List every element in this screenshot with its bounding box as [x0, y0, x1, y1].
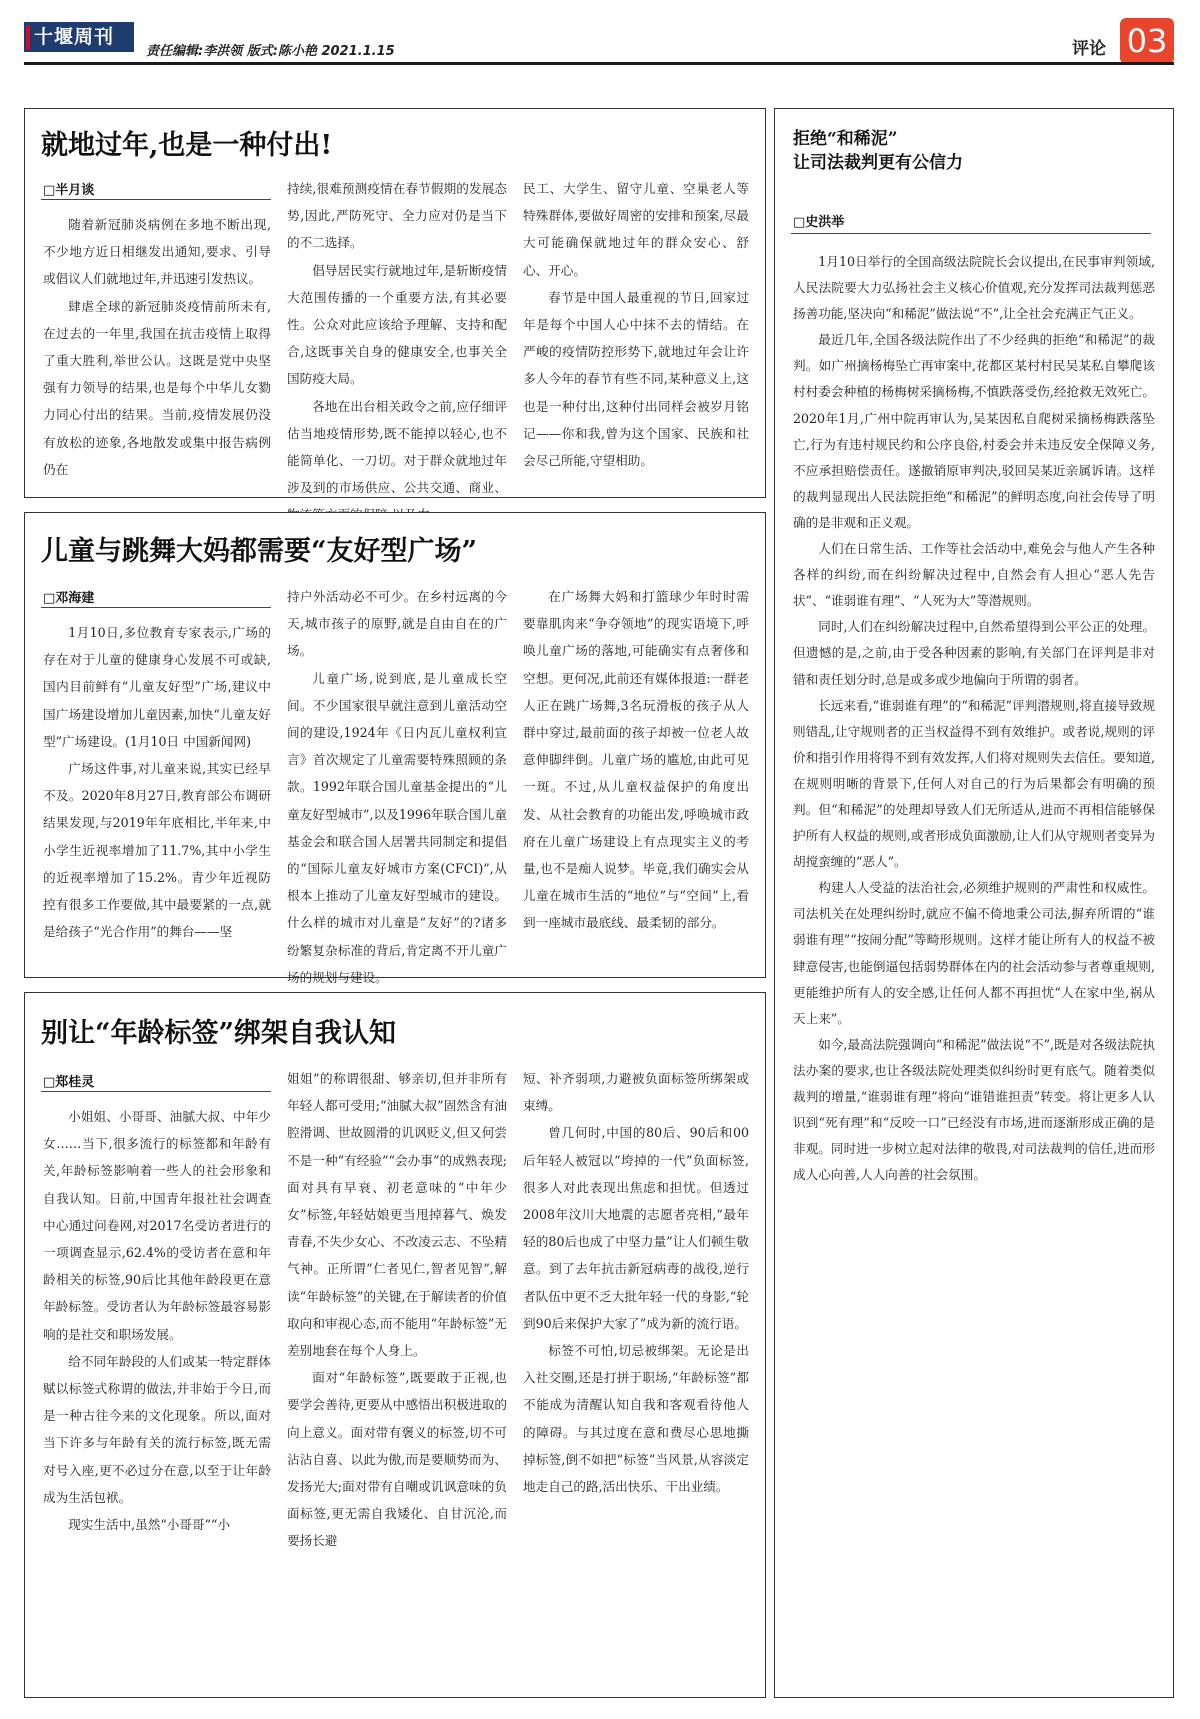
paragraph: 肆虐全球的新冠肺炎疫情前所未有,在过去的一年里,我国在抗击疫情上取得了重大胜利,举世公认。这既是党中央坚强有力领导的结果,也是每个中华儿女勠力同心付出的结果。当前,疫情发展仍没有放松的迹象,各地散发或集中报告病例仍在 — [43, 298, 271, 477]
paragraph: 民工、大学生、留守儿童、空巢老人等特殊群体,要做好周密的安排和预案,尽最大可能确保就地过年的群众安心、舒心、开心。 — [523, 181, 749, 278]
article-1-column-1 — [43, 211, 271, 487]
paragraph: 标签不可怕,切忌被绑架。无论是出入社交圈,还是打拼于职场,“年龄标签”都不能成为清醒认知自我和客观看待他人的障碍。与其过度在意和费尽心思地撕掉标签,倒不如把“标签”当风景,从容淡定地走自己的路,活出快乐、干出业绩。 — [523, 1343, 749, 1495]
masthead-text: 十堰周刊 — [34, 26, 115, 48]
paragraph: 现实生活中,虽然“小哥哥”“小 — [68, 1517, 231, 1533]
paragraph: 持续,很难预测疫情在春节假期的发展态势,因此,严防死守、全力应对仍是当下的不二选择。 — [287, 181, 507, 251]
byline-rule-2 — [41, 607, 271, 608]
article-1-column-3 — [523, 175, 749, 487]
paragraph: 姐姐”的称谓很甜、够亲切,但并非所有年轻人都可受用;“油腻大叔”固然含有油腔滑调、世故圆滑的讥讽贬义,但又何尝不是一种“有经验”“会办事”的成熟表现;面对具有早衰、初老意味的“中年少女”标签,年轻姑娘更当甩掉暮气、焕发青春,不失少女心、不改凌云志、不坠精气神。正所谓“仁者见仁,智者见智”,解读“年龄标签”的关键,在于解读者的价值取向和审视心态,而不能用“年龄标签”无差别地套在每个人身上。 — [287, 1071, 507, 1359]
header-rule — [24, 62, 1174, 65]
paragraph: 在广场舞大妈和打篮球少年时时需要靠肌肉来“争夺领地”的现实语境下,呼唤儿童广场的落地,可能确实有点奢侈和空想。更何况,此前还有媒体报道:一群老人正在跳广场舞,3名玩滑板的孩子从人群中穿过,最前面的孩子却被一位老人故意伸脚绊倒。儿童广场的尴尬,由此可见一斑。不过,从儿童权益保护的角度出发、从社会教育的功能出发,呼唤城市政府在儿童广场建设上有点现实主义的考量,也不是痴人说梦。毕竟,我们确实会从儿童在城市生活的“地位”与“空间”上,看到一座城市最底线、最柔韧的部分。 — [523, 589, 749, 931]
article-2-column-1 — [43, 619, 271, 969]
paragraph: 同时,人们在纠纷解决过程中,自然希望得到公平公正的处理。但遗憾的是,之前,由于受各种因素的影响,有关部门在评判是非对错和责任划分时,总是或多或少地偏向于所谓的弱者。 — [793, 619, 1155, 687]
byline-rule-1 — [41, 199, 271, 200]
paragraph: 持户外活动必不可少。在乡村远离的今天,城市孩子的原野,就是自由自在的广场。 — [287, 589, 507, 659]
article-2-column-3 — [523, 583, 749, 969]
page-number-badge: 03 — [1120, 18, 1174, 64]
paragraph: 面对“年龄标签”,既要敢于正视,也要学会善待,更要从中感悟出积极进取的向上意义。面对带有褒义的标签,切不可沾沾自喜、以此为傲,而是要顺势而为、发扬光大;面对带有自嘲或讥讽意味的负面标签,更无需自我矮化、自甘沉沦,而要扬长避 — [287, 1370, 507, 1549]
article-box-3 — [24, 992, 766, 1698]
paragraph: 倡导居民实行就地过年,是斩断疫情大范围传播的一个重要方法,有其必要性。公众对此应该给予理解、支持和配合,这既事关自身的健康安全,也事关全国防疫大局。 — [287, 262, 507, 387]
article-title-1: 就地过年,也是一种付出! — [41, 130, 333, 161]
paragraph: 小姐姐、小哥哥、油腻大叔、中年少女……当下,很多流行的标签都和年龄有关,年龄标签影响着一些人的社会形象和自我认知。日前,中国青年报社社会调查中心通过问卷网,对2017名受访者进行的一项调查显示,62.4%的受访者在意和年龄相关的标签,90后比其他年龄段更在意年龄标签。受访者认为年龄标签最容易影响的是社交和职场发展。 — [43, 1109, 271, 1342]
paragraph: 构建人人受益的法治社会,必须维护规则的严肃性和权威性。司法机关在处理纠纷时,就应不偏不倚地秉公司法,摒弃所谓的“谁弱谁有理”“按闹分配”等畸形规则。这样才能让所有人的权益不被肆意侵害,也能倒逼包括弱势群体在内的社会活动参与者尊重规则,更能维护所有人的安全感,让任何人都不再担忧“人在家中坐,祸从天上来”。 — [793, 880, 1155, 1026]
paragraph: 儿童广场,说到底,是儿童成长空间。不少国家很早就注意到儿童活动空间的建设,1924年《日内瓦儿童权利宣言》首次规定了儿童需要特殊照顾的条款。1992年联合国儿童基金提出的“儿童友好型城市”,以及1996年联合国儿童基金会和联合国人居署共同制定和提倡的“国际儿童友好城市方案(CFCI)”,从根本上推动了儿童友好型城市的建设。什么样的城市对儿童是“友好”的?诸多纷繁复杂标准的背后,肯定离不开儿童广场的规划与建设。 — [287, 670, 507, 985]
paragraph: 给不同年龄段的人们或某一特定群体赋以标签式称谓的做法,并非始于今日,而是一种古往今来的文化现象。所以,面对当下许多与年龄有关的流行标签,既无需对号入座,更不必过分在意,以至于让年龄成为生活包袱。 — [43, 1353, 271, 1505]
masthead-logo — [24, 22, 134, 52]
side-article-title-line-2: 让司法裁判更有公信力 — [793, 153, 963, 173]
article-title-3: 别让“年龄标签”绑架自我认知 — [41, 1018, 397, 1049]
paragraph: 春节是中国人最重视的节日,回家过年是每个中国人心中抹不去的情结。在严峻的疫情防控形势下,就地过年会让许多人今年的春节有些不同,某种意义上,这也是一种付出,这种付出同样会被岁月铭记——你和我,曾为这个国家、民族和社会尽己所能,守望相助。 — [523, 289, 749, 469]
side-byline-rule — [791, 233, 1151, 234]
paragraph: 短、补齐弱项,力避被负面标签所绑架或束缚。 — [523, 1071, 749, 1114]
side-article-title-line-1: 拒绝“和稀泥” — [793, 129, 898, 149]
edit-info: 责任编辑:李洪领 版式:陈小艳 2021.1.15 — [146, 44, 395, 59]
side-article-byline: □史洪举 — [793, 215, 845, 230]
article-3-column-3 — [523, 1065, 749, 1687]
paragraph: 1月10日举行的全国高级法院院长会议提出,在民事审判领域,人民法院要大力弘扬社会主义核心价值观,充分发挥司法裁判惩恶扬善功能,坚决向“和稀泥”做法说“不”,让全社会充满正气正义。 — [793, 254, 1155, 322]
article-box-2 — [24, 512, 766, 985]
article-2-column-2 — [287, 583, 507, 985]
article-byline-1: □半月谈 — [43, 183, 95, 198]
byline-rule-3 — [41, 1091, 271, 1092]
paragraph: 最近几年,全国各级法院作出了不少经典的拒绝“和稀泥”的裁判。如广州摘杨梅坠亡再审案中,花都区某村村民吴某私自攀爬该村村委会种植的杨梅树采摘杨梅,不慎跌落受伤,经抢救无效死亡。2020年1月,广州中院再审认为,吴某因私自爬树采摘杨梅跌落坠亡,行为有违村规民约和公序良俗,村委会并未违反安全保障义务,不应承担赔偿责任。遂撤销原审判决,驳回吴某近亲属诉请。这样的裁判显现出人民法院拒绝“和稀泥”的鲜明态度,向社会传导了明确的是非观和正义观。 — [793, 332, 1155, 530]
article-byline-2: □邓海建 — [43, 591, 95, 606]
article-3-column-1 — [43, 1103, 271, 1687]
paragraph: 随着新冠肺炎病例在多地不断出现,不少地方近日相继发出通知,要求、引导或倡议人们就地过年,并迅速引发热议。 — [43, 217, 271, 287]
paragraph: 人们在日常生活、工作等社会活动中,难免会与他人产生各种各样的纠纷,而在纠纷解决过程中,自然会有人担心“恶人先告状”、“谁弱谁有理”、“人死为大”等潜规则。 — [793, 541, 1155, 609]
paragraph: 如今,最高法院强调向“和稀泥”做法说“不”,既是对各级法院执法办案的要求,也让各级法院处理类似纠纷时更有底气。随着类似裁判的增量,“谁弱谁有理”将向“谁错谁担责”转变。将让更多人认识到“死有理”和“反咬一口”已经没有市场,进而逐渐形成正确的是非观。同时进一步树立起对法律的敬畏,对司法裁判的信任,进而形成人心向善,人人向善的社会氛围。 — [793, 1036, 1155, 1183]
section-name: 评论 — [1072, 39, 1106, 59]
article-1-column-2 — [287, 175, 507, 496]
paragraph: 各地在出台相关政令之前,应仔细评估当地疫情形势,既不能掉以轻心,也不能简单化、一刀切。对于群众就地过年涉及到的市场供应、公共交通、商业、 — [287, 398, 507, 496]
paragraph: 广场这件事,对儿童来说,其实已经早不及。2020年8月27日,教育部公布调研结果发现,与2019年年底相比,半年来,中小学生近视率增加了11.7%,其中小学生的近视率增加了15.2%。青少年近视防控有很多工作要做,其中最要紧的一点,就是给孩子“光合作用”的舞台——坚 — [43, 761, 271, 940]
article-title-2: 儿童与跳舞大妈都需要“友好型广场” — [41, 536, 478, 567]
article-3-column-2 — [287, 1065, 507, 1687]
paragraph: 曾几何时,中国的80后、90后和00后年轻人被冠以“垮掉的一代”负面标签,很多人对此表现出焦虑和担忧。但透过2008年汶川大地震的志愿者亮相,“最年轻的80后也成了中坚力量”让人们顿生敬意。到了去年抗击新冠病毒的战役,逆行者队伍中更不乏大批年轻一代的身影,“轮到90后来保护大家了”成为新的流行语。 — [523, 1125, 749, 1331]
article-box-1 — [24, 108, 766, 498]
article-byline-3: □郑桂灵 — [43, 1075, 95, 1090]
side-article-body — [793, 249, 1155, 1685]
side-article-box — [774, 108, 1174, 1698]
paragraph: 长远来看,“谁弱谁有理”的“和稀泥”评判潜规则,将直接导致规则错乱,让守规则者的正当权益得不到有效维护。或者说,规则的评价和指引作用将得不到有效发挥,人们将对规则失去信任。要知道,在规则明晰的背景下,任何人对自己的行为后果都会有明确的预判。但“和稀泥”的处理却导致人们无所适从,进而不再相信能够保护所有人权益的规则,或者形成负面激励,让人们从守规则者变异为胡搅蛮缠的“恶人”。 — [793, 697, 1155, 870]
paragraph: 1月10日,多位教育专家表示,广场的存在对于儿童的健康身心发展不可或缺,国内目前鲜有“儿童友好型”广场,建议中国广场建设增加儿童因素,加快“儿童友好型”广场建设。(1月10日 中国新闻网) — [43, 625, 271, 749]
